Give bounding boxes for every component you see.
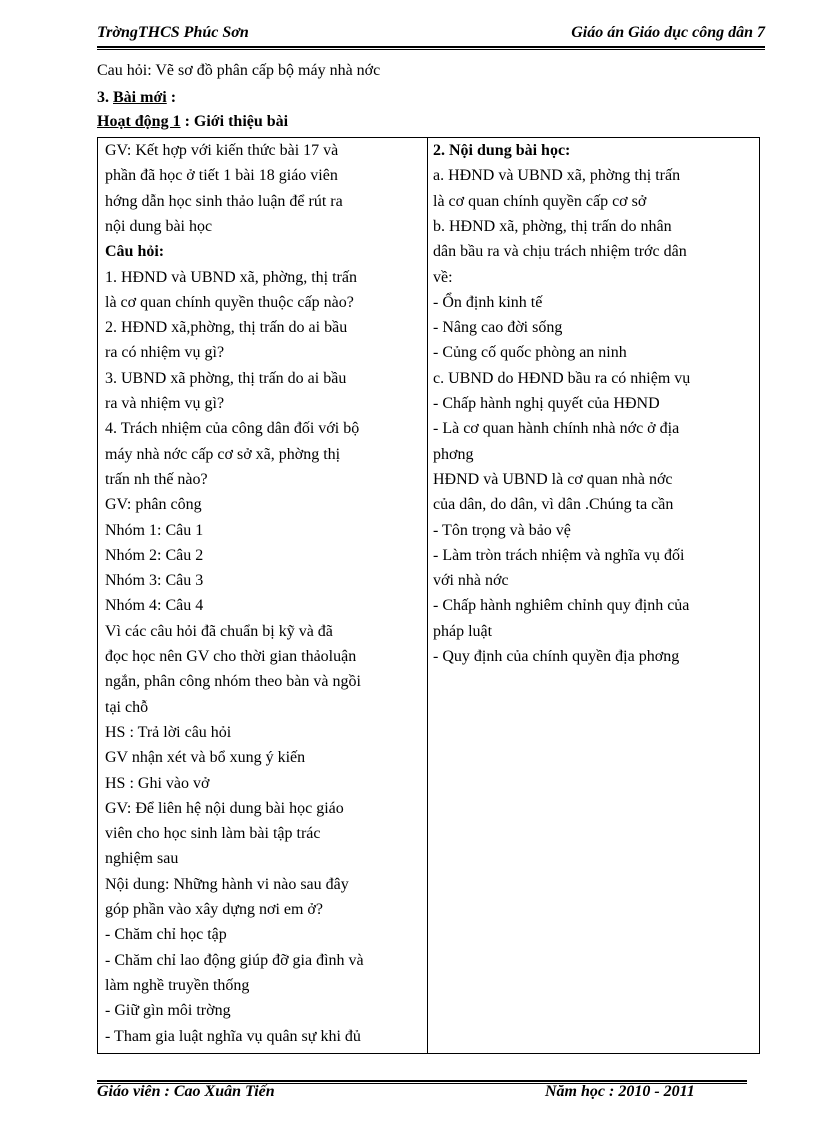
right-line: là cơ quan chính quyền cấp cơ sở	[433, 192, 647, 210]
right-line: - Chấp hành nghiêm chỉnh quy định của	[433, 597, 690, 615]
left-line: phần đã học ở tiết 1 bài 18 giáo viên	[105, 167, 338, 185]
footer-divider	[97, 1080, 747, 1082]
left-line: GV: Kết hợp với kiến thức bài 17 và	[105, 142, 339, 159]
left-line: nghiệm sau	[105, 850, 179, 868]
left-line: đọc học nên GV cho thời gian thảoluận	[105, 648, 357, 665]
activity-heading	[97, 111, 288, 133]
left-line: ra có nhiệm vụ gì?	[105, 344, 225, 362]
left-line: Nhóm 3: Câu 3	[105, 572, 204, 590]
section-heading	[97, 87, 176, 109]
left-line: Nhóm 4: Câu 4	[105, 597, 204, 615]
left-line: ra và nhiệm vụ gì?	[105, 395, 225, 412]
right-line: - Ổn định kinh tế	[433, 293, 543, 311]
header-school: TrờngTHCS Phúc Sơn	[97, 24, 249, 41]
right-line: 2. Nội dung bài học:	[433, 142, 571, 159]
right-line: phơng	[433, 445, 474, 463]
lesson-table	[97, 137, 760, 1054]
right-line: b. HĐND xã, phờng, thị trấn do nhân	[433, 217, 672, 235]
footer-year: Năm học : 2010 - 2011	[545, 1083, 695, 1100]
right-line: dân bầu ra và chịu trách nhiệm trớc dân	[433, 243, 687, 261]
left-line: 2. HĐND xã,phờng, thị trấn do ai bầu	[105, 319, 348, 337]
right-line: - Là cơ quan hành chính nhà nớc ở địa	[433, 420, 680, 438]
left-line: Nội dung: Những hành vi nào sau đây	[105, 875, 349, 893]
left-line: HS : Ghi vào vở	[105, 774, 210, 792]
left-line: GV nhận xét và bổ xung ý kiến	[105, 749, 306, 767]
left-line: nội dung bài học	[105, 217, 213, 235]
right-line: a. HĐND và UBND xã, phờng thị trấn	[433, 167, 681, 185]
section-colon: :	[166, 89, 177, 106]
activity-label: Hoạt động 1	[97, 113, 181, 130]
left-line: máy nhà nớc cấp cơ sở xã, phờng thị	[105, 445, 341, 463]
right-line: - Làm tròn trách nhiệm và nghĩa vụ đối	[433, 546, 685, 564]
left-line: tại chỗ	[105, 698, 149, 716]
left-line: HS : Trả lời câu hỏi	[105, 723, 232, 741]
left-line: 4. Trách nhiệm của công dân đối với bộ	[105, 420, 360, 438]
left-line: Câu hỏi:	[105, 243, 165, 261]
left-line: - Chăm chỉ học tập	[105, 926, 227, 944]
left-line: Nhóm 1: Câu 1	[105, 521, 204, 539]
header-divider	[97, 49, 765, 50]
right-line: của dân, do dân, vì dân .Chúng ta cần	[433, 496, 674, 514]
left-line: góp phần vào xây dựng nơi em ở?	[105, 901, 323, 918]
right-line: về:	[433, 268, 453, 286]
right-line: pháp luật	[433, 622, 493, 640]
left-line: Nhóm 2: Câu 2	[105, 546, 204, 564]
header-subject: Giáo án Giáo dục công dân 7	[571, 24, 765, 41]
section-title: Bài mới	[113, 89, 167, 106]
left-line: là cơ quan chính quyền thuộc cấp nào?	[105, 293, 354, 311]
page-header	[97, 24, 765, 48]
right-line: c. UBND do HĐND bầu ra có nhiệm vụ	[433, 369, 691, 387]
left-line: làm nghề truyền thống	[105, 976, 250, 994]
left-line: hớng dẫn học sinh thảo luận để rút ra	[105, 192, 343, 210]
left-line: Vì các câu hỏi đã chuẩn bị kỹ và đã	[105, 622, 333, 640]
right-line: - Tôn trọng và bảo vệ	[433, 521, 571, 539]
right-line: với nhà nớc	[433, 572, 509, 590]
right-line: - Củng cố quốc phòng an ninh	[433, 344, 627, 362]
left-line: GV: Để liên hệ nội dung bài học giáo	[105, 799, 344, 817]
left-line: - Giữ gìn môi trờng	[105, 1002, 231, 1020]
left-line: viên cho học sinh làm bài tập trác	[105, 825, 321, 843]
left-line: GV: phân công	[105, 496, 202, 514]
left-line: - Tham gia luật nghĩa vụ quân sự khi đủ	[105, 1027, 361, 1045]
left-line: - Chăm chỉ lao động giúp đỡ gia đình và	[105, 951, 364, 969]
left-line: 1. HĐND và UBND xã, phờng, thị trấn	[105, 268, 357, 286]
left-line: ngắn, phân công nhóm theo bàn và ngồi	[105, 673, 361, 691]
review-question: Cau hỏi: Vẽ sơ đồ phân cấp bộ máy nhà nớc	[97, 62, 381, 79]
left-line: trấn nh thế nào?	[105, 470, 208, 488]
right-line: HĐND và UBND là cơ quan nhà nớc	[433, 470, 673, 488]
right-line: - Nâng cao đời sống	[433, 319, 563, 337]
section-number: 3.	[97, 89, 113, 106]
activity-title: : Giới thiệu bài	[180, 113, 289, 130]
column-divider	[427, 138, 428, 1053]
right-line: - Quy định của chính quyền địa phơng	[433, 648, 680, 665]
footer-teacher: Giáo viên : Cao Xuân Tiến	[97, 1083, 275, 1100]
right-line: - Chấp hành nghị quyết của HĐND	[433, 395, 660, 412]
left-line: 3. UBND xã phờng, thị trấn do ai bầu	[105, 369, 347, 387]
